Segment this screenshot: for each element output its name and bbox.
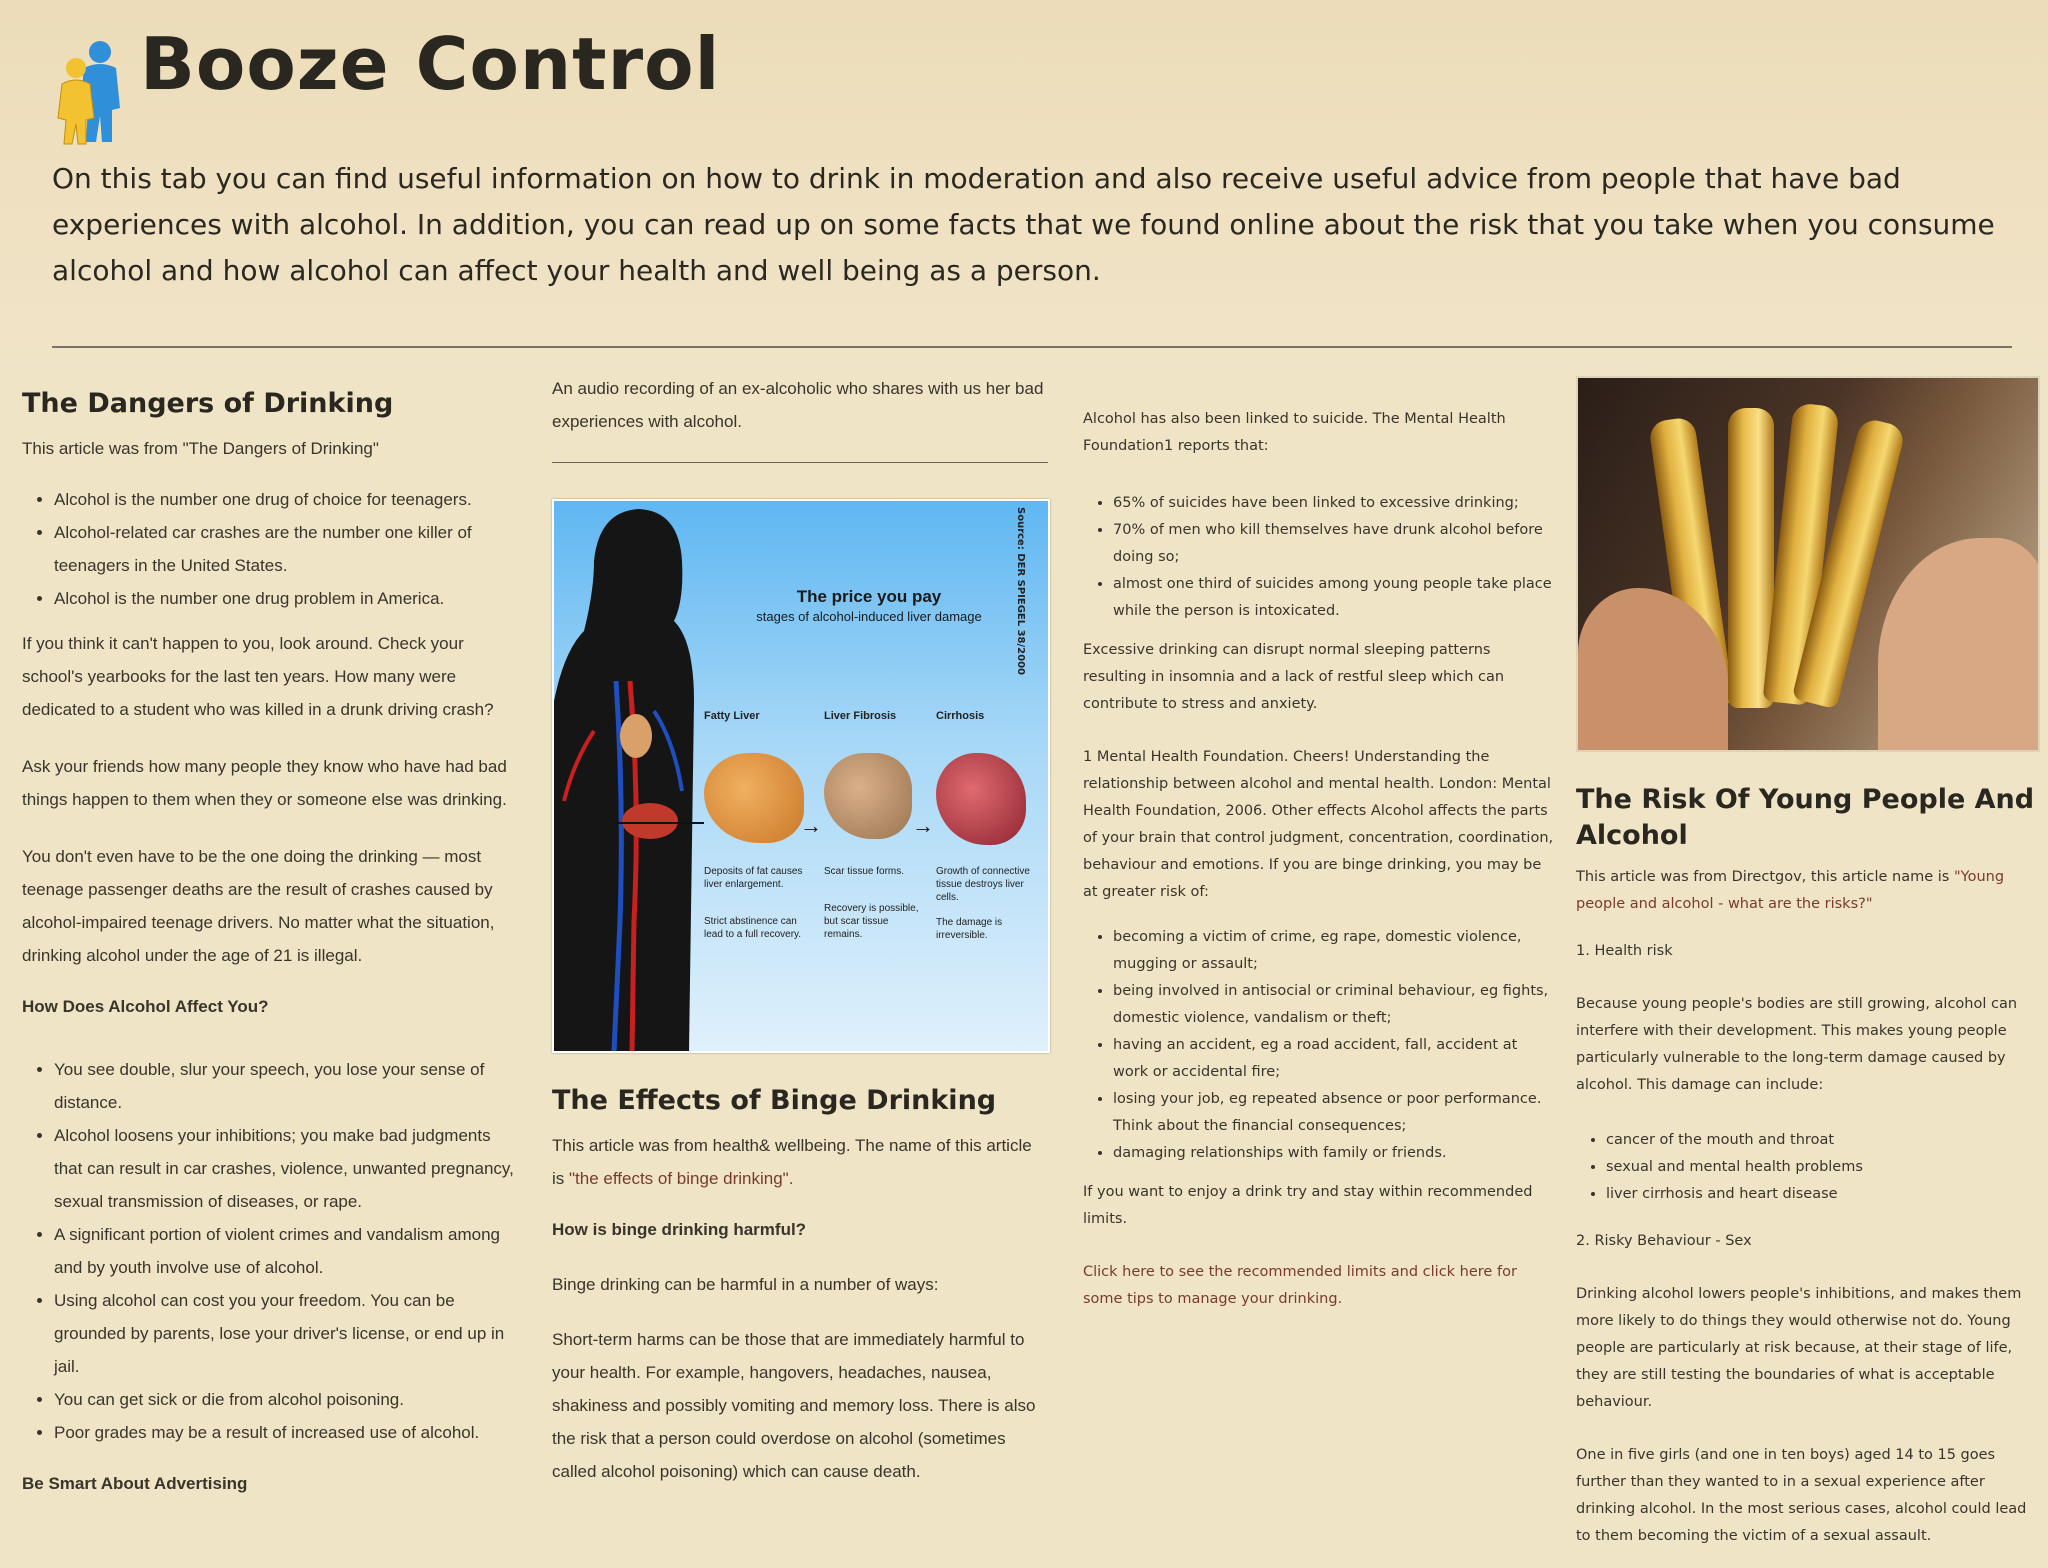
stage-desc: Growth of connective tissue destroys liver cells. [936,866,1030,903]
stage-desc: Deposits of fat causes liver enlargement. [704,866,803,890]
sleep-text: Excessive drinking can disrupt normal sleeping patterns resulting in insomnia and a lack of restful sleep which can contribute to stress and anxiety. [1083,642,1505,712]
young-people-heading: The Risk Of Young People And Alcohol [1576,784,2035,851]
young-people-source-text: This article was from Directgov, this article name is [1576,869,1954,885]
stage-name: Fatty Liver [704,710,760,722]
suicide-stats-list [1083,490,1555,625]
list-item: • cancer of the mouth and throat [1606,1127,2038,1154]
stage-fibrosis [824,709,920,941]
stage-note: The damage is irreversible. [936,917,1003,941]
liver-damage-figure [552,499,1050,1053]
list-item: • 70% of men who kill themselves have drunk alcohol before doing so; [1113,517,1555,571]
binge-source-text: This article was from health& wellbeing. The name of this article is [552,1136,1032,1188]
list-item: • You can get sick or die from alcohol poisoning. [54,1383,522,1416]
recommended-limits-link[interactable]: Click here to see the recommended limits and click here for some tips to manage your drinking. [1083,1264,1517,1307]
binge-heading: The Effects of Binge Drinking [552,1085,997,1116]
intro-text: On this tab you can find useful information on how to drink in moderation and also receive useful advice from people that have bad experiences with alcohol. In addition, you can read up on some facts that we found online about the risk that you take when you consume alcohol and how alcohol can affect your health and well being as a person. [52,162,1995,287]
list-item: • sexual and mental health problems [1606,1154,2038,1181]
stage-name: Liver Fibrosis [824,710,897,722]
binge-subheading: How is binge drinking harmful? [552,1220,807,1239]
young-people-article-link[interactable]: "Young people and alcohol - what are the risks?" [1576,869,2005,912]
risky-behaviour-text: Drinking alcohol lowers people's inhibitions, and makes them more likely to do things they would otherwise not do. Young people are particularly at risk because, at their stage of life, they are still testing the boundaries of what is acceptable behaviour. [1576,1286,2022,1410]
figure-subtitle: stages of alcohol-induced liver damage [756,609,982,624]
figure-title: The price you pay [796,587,942,606]
paragraph: If you think it can't happen to you, look around. Check your school's yearbooks for the last ten years. How many were dedicated to a student who was killed in a drunk driving crash? [22,634,494,719]
paragraph: You don't even have to be the one doing the drinking — most teenage passenger deaths are the result of crashes caused by alcohol-impaired teenage drivers. No matter what the situation, drinking alcohol under the age of 21 is illegal. [22,847,495,965]
audio-caption: An audio recording of an ex-alcoholic who shares with us her bad experiences with alcohol. [552,379,1044,431]
dangers-column [22,372,522,1522]
advertising-subheading: Be Smart About Advertising [22,1474,248,1493]
stage-desc: Scar tissue forms. [824,866,905,877]
fatty-liver-icon [704,753,804,843]
binge-article-link[interactable]: "the effects of binge drinking". [569,1169,794,1188]
list-item: • You see double, slur your speech, you lose your sense of distance. [54,1053,522,1119]
list-item: • liver cirrhosis and heart disease [1606,1181,2038,1208]
list-item: • damaging relationships with family or friends. [1113,1140,1555,1167]
list-item: • 65% of suicides have been linked to excessive drinking; [1113,490,1555,517]
fibrosis-liver-icon [824,753,912,839]
dangers-source: This article was from "The Dangers of Drinking" [22,439,379,458]
list-item: • Alcohol is the number one drug of choice for teenagers. [54,483,522,516]
site-title: Booze Control [140,22,721,106]
binge-column [552,372,1048,1506]
audio-divider [552,462,1048,463]
list-item: • losing your job, eg repeated absence or poor performance. Think about the financial consequences; [1113,1086,1555,1140]
health-risk-label: 1. Health risk [1576,943,1673,959]
people-logo-icon [54,38,126,146]
beer-bottles-photo [1576,376,2040,752]
suicide-column [1083,372,1555,1331]
arrow-icon: → [912,813,934,838]
list-item: • Poor grades may be a result of increased use of alcohol. [54,1416,522,1449]
cirrhosis-liver-icon [936,753,1026,845]
binge-source [552,1129,1048,1195]
limits-text: If you want to enjoy a drink try and stay within recommended limits. [1083,1184,1533,1227]
stage-note: Strict abstinence can lead to a full recovery. [704,916,802,940]
stage-name: Cirrhosis [936,710,985,722]
paragraph: Ask your friends how many people they know who have had bad things happen to them when they or someone else was drinking. [22,757,507,809]
suicide-intro: Alcohol has also been linked to suicide. The Mental Health Foundation1 reports that: [1083,411,1506,454]
health-risk-text: Because young people's bodies are still growing, alcohol can interfere with their development. This makes young people particularly vulnerable to the long-term damage caused by alcohol. This damage can include: [1576,996,2018,1093]
risks-list [1083,924,1555,1167]
page-header [0,0,2048,372]
young-people-source [1576,864,2038,918]
young-people-column [1576,372,2038,1568]
list-item: • Using alcohol can cost you your freedom. You can be grounded by parents, lose your driver's license, or end up in jail. [54,1284,522,1383]
list-item: • being involved in antisocial or criminal behaviour, eg fights, domestic violence, vandalism or theft; [1113,978,1555,1032]
list-item: • Alcohol is the number one drug problem in America. [54,582,522,615]
dangers-heading: The Dangers of Drinking [22,388,394,419]
effects-list [22,1053,522,1449]
risky-behaviour-label: 2. Risky Behaviour - Sex [1576,1233,1752,1249]
stage-note: Recovery is possible, but scar tissue remains. [824,903,919,940]
list-item: • having an accident, eg a road accident, fall, accident at work or accidental fire; [1113,1032,1555,1086]
list-item: • Alcohol loosens your inhibitions; you make bad judgments that can result in car crashes, violence, unwanted pregnancy, sexual transmission of diseases, or rape. [54,1119,522,1218]
damage-list [1576,1127,2038,1208]
list-item: • A significant portion of violent crimes and vandalism among and by youth involve use of alcohol. [54,1218,522,1284]
list-item: • almost one third of suicides among young people take place while the person is intoxicated. [1113,571,1555,625]
paragraph: Short-term harms can be those that are immediately harmful to your health. For example, hangovers, headaches, nausea, shakiness and possibly vomiting and memory loss. There is also the risk that a person could overdose on alcohol (sometimes called alcohol poisoning) which can cause death. [552,1330,1036,1481]
stage-cirrhosis [936,709,1032,942]
arrow-icon: → [800,813,822,838]
stage-fatty [704,709,812,941]
paragraph: Binge drinking can be harmful in a number of ways: [552,1275,939,1294]
alcohol-affect-subheading: How Does Alcohol Affect You? [22,997,269,1016]
header-divider [52,346,2012,348]
list-item: • Alcohol-related car crashes are the number one killer of teenagers in the United States. [54,516,522,582]
dangers-facts-list [22,483,522,615]
list-item: • becoming a victim of crime, eg rape, domestic violence, mugging or assault; [1113,924,1555,978]
reference-text: 1 Mental Health Foundation. Cheers! Understanding the relationship between alcohol and mental health. London: Mental Health Foundation, 2006. Other effects Alcohol affects the parts of your brain that control judgment, concentration, coordination, behaviour and emotions. If you are binge drinking, you may be at greater risk of: [1083,749,1554,900]
girls-statistic-text: One in five girls (and one in ten boys) aged 14 to 15 goes further than they wanted to in a sexual experience after drinking alcohol. In the most serious cases, alcohol could lead to them becoming the victim of a sexual assault. [1576,1447,2027,1544]
figure-source: Source: DER SPIEGEL 38/2000 [1015,507,1026,676]
